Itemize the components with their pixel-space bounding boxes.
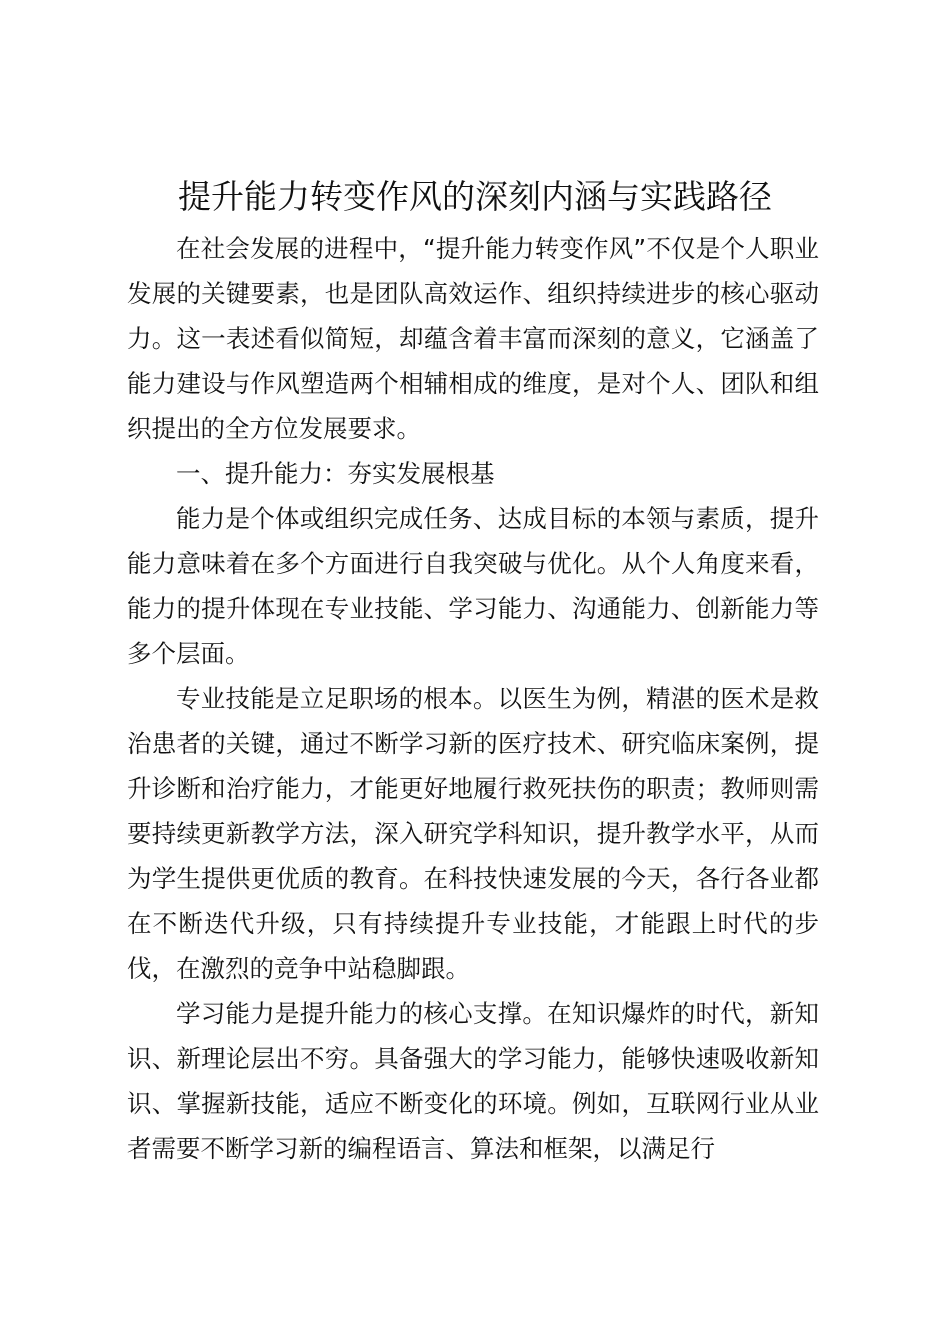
document-body: [127, 226, 819, 1171]
paragraph-learning-ability: 学习能力是提升能力的核心支撑。在知识爆炸的时代，新知识、新理论层出不穷。具备强大的学习能力，能够快速吸收新知识、掌握新技能，适应不断变化的环境。例如，互联网行业从业者需要不断学习新的编程语言、算法和框架，以满足行: [127, 999, 819, 1163]
paragraph-professional-skills: 专业技能是立足职场的根本。以医生为例，精湛的医术是救治患者的关键，通过不断学习新的医疗技术、研究临床案例，提升诊断和治疗能力，才能更好地履行救死扶伤的职责；教师则需要持续更新教学方法，深入研究学科知识，提升教学水平，从而为学生提供更优质的教育。在科技快速发展的今天，各行各业都在不断迭代升级，只有持续提升专业技能，才能跟上时代的步伐，在激烈的竞争中站稳脚跟。: [127, 684, 819, 983]
paragraph-ability: 能力是个体或组织完成任务、达成目标的本领与素质，提升能力意味着在多个方面进行自我突破与优化。从个人角度来看，能力的提升体现在专业技能、学习能力、沟通能力、创新能力等多个层面。: [127, 504, 819, 668]
section-heading-1: 一、提升能力：夯实发展根基: [176, 459, 495, 488]
paragraph-intro: 在社会发展的进程中，“提升能力转变作风”不仅是个人职业发展的关键要素，也是团队高效运作、组织持续进步的核心驱动力。这一表述看似简短，却蕴含着丰富而深刻的意义，它涵盖了能力建设与作风塑造两个相辅相成的维度，是对个人、团队和组织提出的全方位发展要求。: [127, 234, 819, 443]
document-title: 提升能力转变作风的深刻内涵与实践路径: [178, 177, 772, 216]
